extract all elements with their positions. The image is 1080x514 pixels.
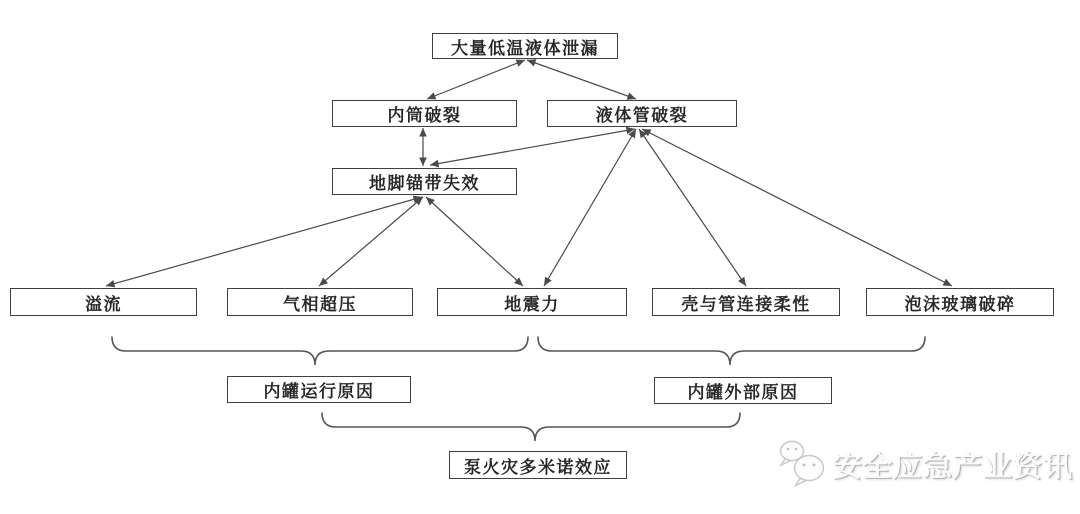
node-label: 泡沫玻璃破碎 <box>904 294 1016 315</box>
node-label: 壳与管连接柔性 <box>681 294 811 315</box>
edge-liquid-pipe-seismic <box>544 129 636 286</box>
node-label: 气相超压 <box>283 294 357 315</box>
node-label: 液体管破裂 <box>595 106 689 126</box>
node-top-event <box>432 33 618 59</box>
node-shell-pipe-flex <box>652 288 840 316</box>
brace-external-causes <box>538 337 925 365</box>
watermark <box>776 437 1073 491</box>
node-external-causes <box>654 377 832 404</box>
edge-top-liquid-pipe <box>527 60 636 99</box>
node-label: 地脚锚带失效 <box>369 174 480 194</box>
node-internal-operation-causes <box>227 376 411 403</box>
node-label: 内罐外部原因 <box>687 383 799 403</box>
node-seismic-force <box>437 288 627 316</box>
node-pump-fire-domino <box>449 451 627 479</box>
edge-anchor-seismic <box>426 197 523 286</box>
node-label: 大量低温液体泄漏 <box>451 38 599 59</box>
node-anchor-strap-failure <box>332 168 517 195</box>
edge-top-inner-cylinder <box>427 60 525 99</box>
edge-anchor-overflow <box>106 197 422 286</box>
edge-anchor-vapor-overpressure <box>319 197 423 286</box>
edge-liquid-pipe-anchor <box>430 129 635 165</box>
node-label: 地震力 <box>504 294 560 315</box>
node-foam-glass-break <box>866 288 1054 316</box>
node-inner-cylinder-rupture <box>332 100 517 127</box>
node-vapor-overpressure <box>227 288 413 316</box>
watermark-text: 安全应急产业资讯 <box>833 448 1074 483</box>
edge-liquid-pipe-foam-glass <box>642 129 952 286</box>
node-label: 泵火灾多米诺效应 <box>464 457 612 478</box>
node-overflow <box>10 288 197 316</box>
node-liquid-pipe-rupture <box>547 100 737 127</box>
node-label: 内筒破裂 <box>387 106 462 126</box>
node-label: 溢流 <box>85 294 122 315</box>
wechat-icon <box>776 437 828 491</box>
brace-internal-causes <box>112 337 528 365</box>
node-label: 内罐运行原因 <box>263 382 375 402</box>
brace-domino <box>322 413 740 441</box>
edge-liquid-pipe-shell-flex <box>639 129 746 286</box>
